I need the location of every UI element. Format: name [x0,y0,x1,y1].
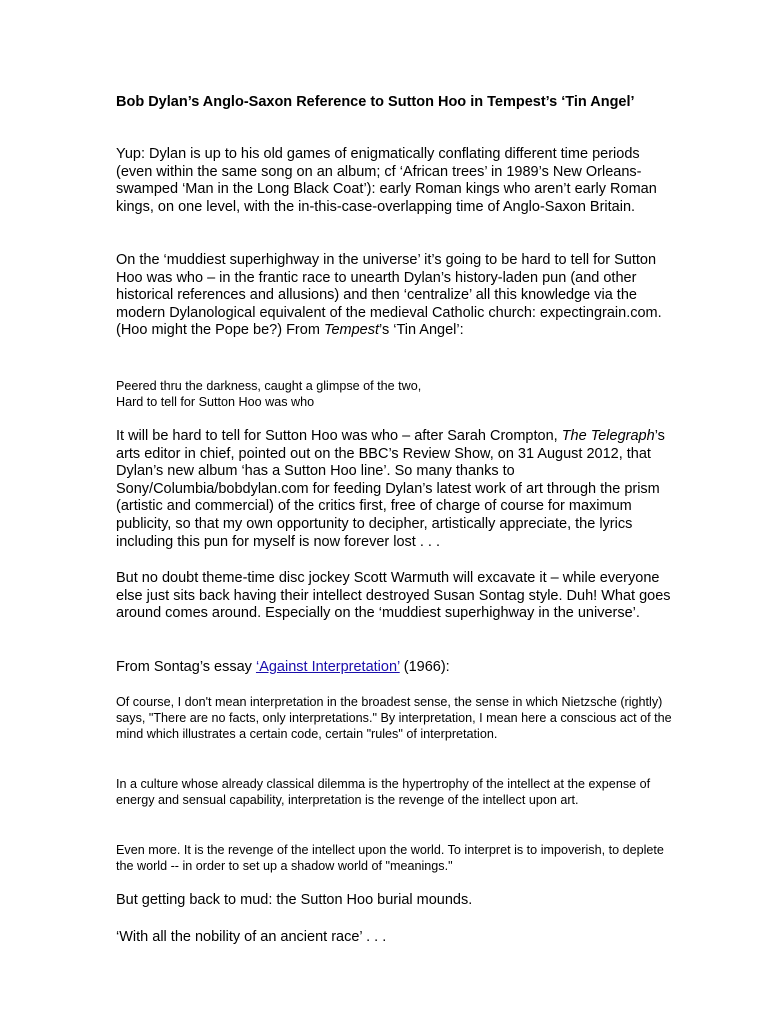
document-title: Bob Dylan’s Anglo-Saxon Reference to Sutton Hoo in Tempest’s ‘Tin Angel’ [116,94,635,110]
sontag-quote-2: In a culture whose already classical dilemma is the hypertrophy of the intellect at the expense of energy and sensual capability, interpretation is the revenge of the intellect upon art. [116,777,651,808]
paragraph-sontag-essay [116,659,676,677]
album-title-italic: Tempest [323,322,380,339]
paragraph-telegraph [116,428,676,551]
paragraph-text: From Sontag’s essay [116,659,256,675]
sontag-quote-3: Even more. It is the revenge of the intellect upon the world. To interpret is to impoverish, to deplete the world -- in order to set up a shadow world of "meanings." [116,843,664,874]
against-interpretation-link[interactable]: ‘Against Interpretation’ [255,659,400,675]
paragraph-text-end: ’s ‘Tin Angel’: [379,322,464,339]
paragraph-scott-warmuth: But no doubt theme-time disc jockey Scott Warmuth will excavate it – while everyone else just sits back having their intellect destroyed Susan Sontag style. Duh! What goes around comes around. Especially on the ‘muddiest superhighway in the universe’. [116,570,671,622]
paragraph-intro: Yup: Dylan is up to his old games of enigmatically conflating different time periods (even within the same song on an album; cf ‘African trees’ in 1989’s New Orleans-swamped ‘Man in the Long Black Coat’): early Roman kings who aren’t early Roman kings, on one level, with the in-this-case-overlapping time of Anglo-Saxon Britain. [116,146,657,215]
paragraph-text: It will be hard to tell for Sutton Hoo was who – after Sarah Crompton, [116,428,562,444]
paragraph-text-end: ’s arts editor in chief, pointed out on the BBC’s Review Show, on 31 August 2012, that Dylan’s new album ‘has a Sutton Hoo line’. So many thanks to Sony/Columbia/bobdylan.com for feeding Dylan’s latest work of art through the prism (artistic and commercial) of the critics first, free of charge of course for maximum publicity, so that my own opportunity to decipher, artistically appreciate, the lyrics including this pun for myself is now forever lost . . . [116,428,665,550]
lyric-line-1: Peered thru the darkness, caught a glimpse of the two, [116,379,422,393]
paragraph-muddiest-superhighway [116,252,676,340]
paragraph-ancient-race: ‘With all the nobility of an ancient race’ . . . [116,929,387,945]
lyric-quote [116,378,676,410]
sontag-quote-1: Of course, I don't mean interpretation in the broadest sense, the sense in which Nietzsche (rightly) says, "There are no facts, only interpretations." By interpretation, I mean here a conscious act of the mind which illustrates a certain code, certain "rules" of interpretation. [116,695,672,742]
paragraph-text: On the ‘muddiest superhighway in the universe’ it’s going to be hard to tell for Sutton Hoo was who – in the frantic race to unearth Dylan’s history-laden pun (and other historical references and allusions) and then ‘centralize’ all this knowledge via the modern Dylanological equivalent of the medieval Catholic church: expectingrain.com. (Hoo might the Pope be?) From [116,252,662,339]
lyric-line-2: Hard to tell for Sutton Hoo was who [116,395,315,410]
paragraph-text-end: (1966): [399,659,450,675]
paragraph-burial-mounds: But getting back to mud: the Sutton Hoo burial mounds. [116,892,473,908]
publication-italic: The Telegraph [561,428,655,444]
